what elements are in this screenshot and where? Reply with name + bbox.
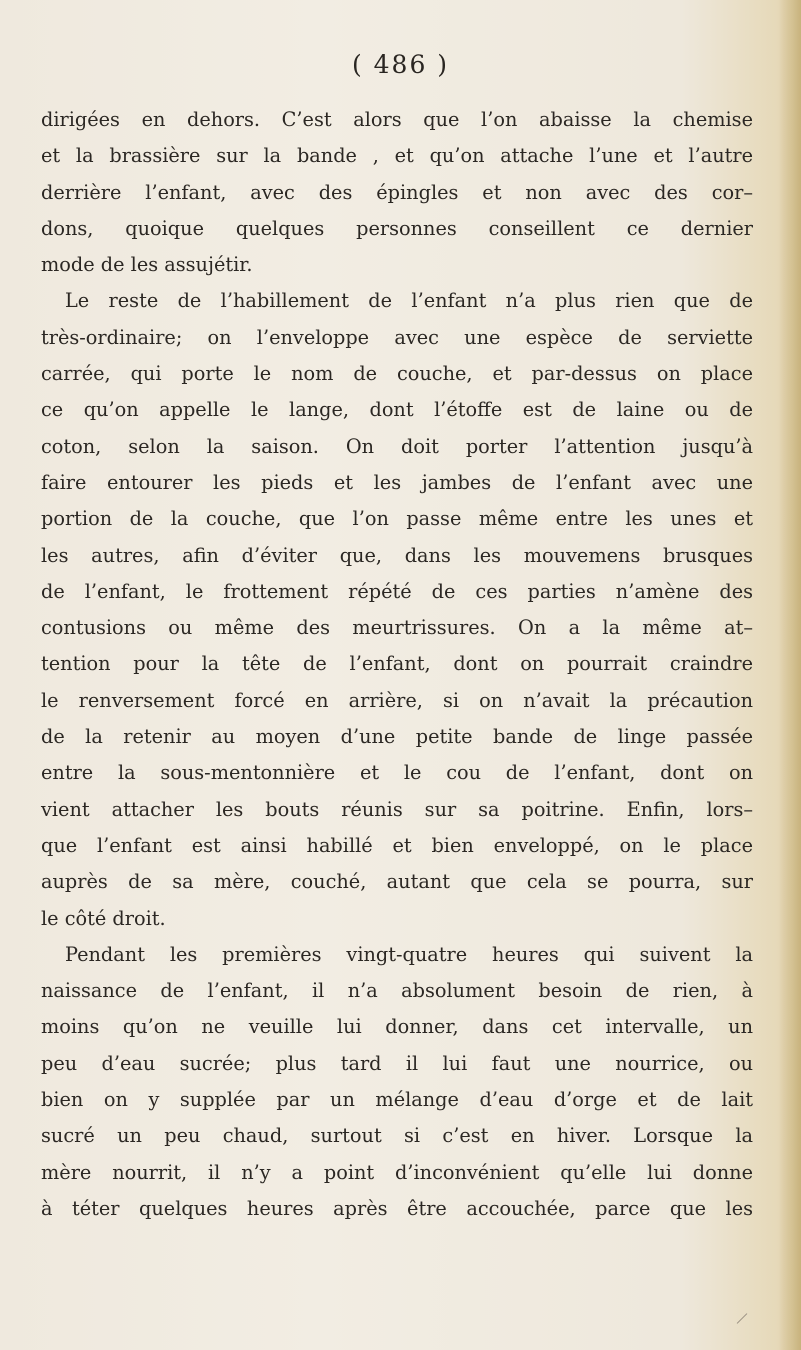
text-line: peu d’eau sucrée; plus tard il lui faut une nourrice, ou: [41, 1051, 753, 1075]
text-line: dirigées en dehors. C’est alors que l’on abaisse la chemise: [41, 108, 753, 131]
text-line: sucré un peu chaud, surtout si c’est en hiver. Lorsque la: [41, 1124, 753, 1148]
page-edge-shadow: [779, 0, 801, 1350]
text-line: mère nourrit, il n’y a point d’inconvénient qu’elle lui donne: [41, 1160, 753, 1184]
text-line: à téter quelques heures après être accouchée, parce que les: [41, 1196, 753, 1220]
text-line: mode de les assujétir.: [41, 253, 253, 277]
text-line: le renversement forcé en arrière, si on n’avait la précaution: [41, 688, 753, 712]
text-line: que l’enfant est ainsi habillé et bien enveloppé, on le place: [41, 833, 753, 857]
ink-mark: [737, 1313, 748, 1324]
text-line: contusions ou même des meurtrissures. On a la même at–: [41, 616, 753, 640]
text-line: Pendant les premières vingt-quatre heures qui suivent la: [65, 942, 753, 966]
text-line: ce qu’on appelle le lange, dont l’étoffe est de laine ou de: [41, 398, 753, 422]
text-line: Le reste de l’habillement de l’enfant n’a plus rien que de: [65, 289, 753, 313]
text-line: vient attacher les bouts réunis sur sa poitrine. Enfin, lors–: [41, 797, 753, 821]
text-line: bien on y supplée par un mélange d’eau d’orge et de lait: [41, 1088, 753, 1112]
text-line: portion de la couche, que l’on passe même entre les unes et: [41, 507, 753, 531]
text-line: faire entourer les pieds et les jambes de l’enfant avec une: [41, 470, 753, 494]
body-text: [41, 102, 753, 1227]
text-line: et la brassière sur la bande , et qu’on attache l’une et l’autre: [41, 144, 753, 168]
text-line: très-ordinaire; on l’enveloppe avec une espèce de serviette: [41, 325, 753, 349]
text-line: tention pour la tête de l’enfant, dont on pourrait craindre: [41, 652, 753, 676]
text-line: entre la sous-mentonnière et le cou de l’enfant, dont on: [41, 761, 753, 785]
text-line: coton, selon la saison. On doit porter l’attention jusqu’à: [41, 434, 753, 458]
text-line: les autres, afin d’éviter que, dans les mouvemens brusques: [41, 543, 753, 567]
text-line: de l’enfant, le frottement répété de ces parties n’amène des: [41, 579, 753, 603]
text-line: moins qu’on ne veuille lui donner, dans cet intervalle, un: [41, 1015, 753, 1039]
text-line: naissance de l’enfant, il n’a absolument besoin de rien, à: [41, 979, 753, 1003]
text-line: dons, quoique quelques personnes conseillent ce dernier: [41, 216, 753, 240]
page-number: ( 486 ): [351, 50, 450, 79]
text-line: derrière l’enfant, avec des épingles et non avec des cor–: [41, 180, 753, 204]
text-line: le côté droit.: [41, 906, 166, 930]
text-line: carrée, qui porte le nom de couche, et par-dessus on place: [41, 362, 753, 386]
text-line: de la retenir au moyen d’une petite bande de linge passée: [41, 725, 753, 749]
text-line: auprès de sa mère, couché, autant que cela se pourra, sur: [41, 870, 753, 894]
